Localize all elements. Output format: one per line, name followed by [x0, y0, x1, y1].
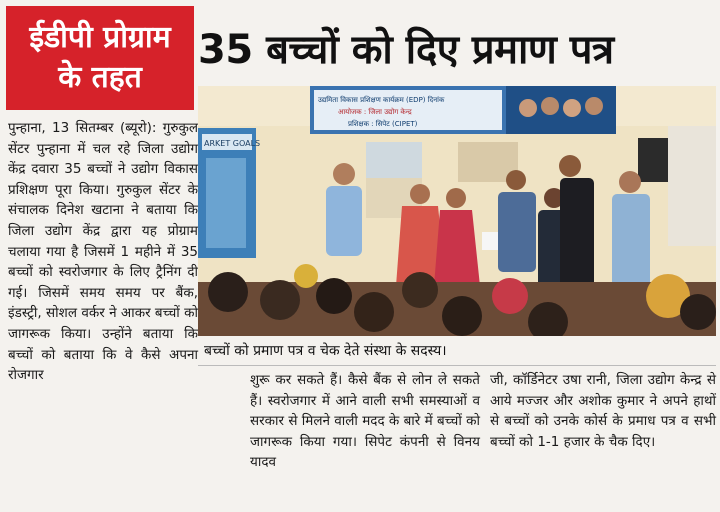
article-headline: 35 बच्चों को दिए प्रमाण पत्र	[198, 27, 614, 73]
news-photo	[198, 86, 716, 336]
event-banner	[310, 86, 616, 134]
article-column-2: शुरू कर सकते हैं। कैसे बैंक से लोन ले सकते हैं। स्वरोजगार में आने वाली सभी समस्याओं व सरकार से मिलने वाली मदद के बारे में बच्चों को जागरूक किया गया। सिपेट कंपनी से विनय यादव	[250, 372, 480, 471]
article-column-1: पुन्हाना, 13 सितम्बर (ब्यूरो): गुरुकुल सेंटर पुन्हाना में चल रहे जिला उद्योग केंद्र दवारा 35 बच्चों ने उद्योग विकास प्रशिक्षण पूरा किया। गुरुकुल सेंटर के संचालक दिनेश खटाना ने बताया कि जिला उद्योग केंद्र द्वारा यह प्रोग्राम चलाया गया है जिसमें 1 महीने में 35 बच्चों को स्वरोजगार के लिए ट्रैनिंग दी गई। जिसमें समय समय पर बैंक, इंडस्ट्री, सोशल वर्कर ने आकर बच्चों को जागरूक किया। उन्होंने बताया कि बच्चों को बताया कि वे कैसे अपना रोजगार	[8, 120, 198, 384]
banner-line-1: उद्यमिता विकास प्रशिक्षण कार्यक्रम (EDP) दिनांक	[318, 96, 445, 104]
article-column-3: जी, कॉर्डिनेटर उषा रानी, जिला उद्योग केन्द्र से आये मज्जर और अशोक कुमार ने अपने हाथों से बच्चों को उनके कोर्स के प्रमाध पत्र व सभी बच्चों को 1-1 हजार के चैक दिए।	[490, 372, 716, 450]
banner-line-2: आयोजक : जिला उद्योग केन्द्र	[338, 108, 412, 116]
poster-text: ARKET GOALS	[204, 139, 261, 148]
photo-caption: बच्चों को प्रमाण पत्र व चेक देते संस्था के सदस्य।	[198, 336, 716, 366]
banner-line-3: प्रशिक्षक : सिपेट (CIPET)	[348, 120, 418, 128]
wall-poster	[198, 128, 260, 258]
section-label-line1: ईडीपी प्रोग्राम	[29, 20, 171, 55]
section-label	[6, 6, 194, 110]
section-label-line2: के तहत	[58, 60, 142, 95]
